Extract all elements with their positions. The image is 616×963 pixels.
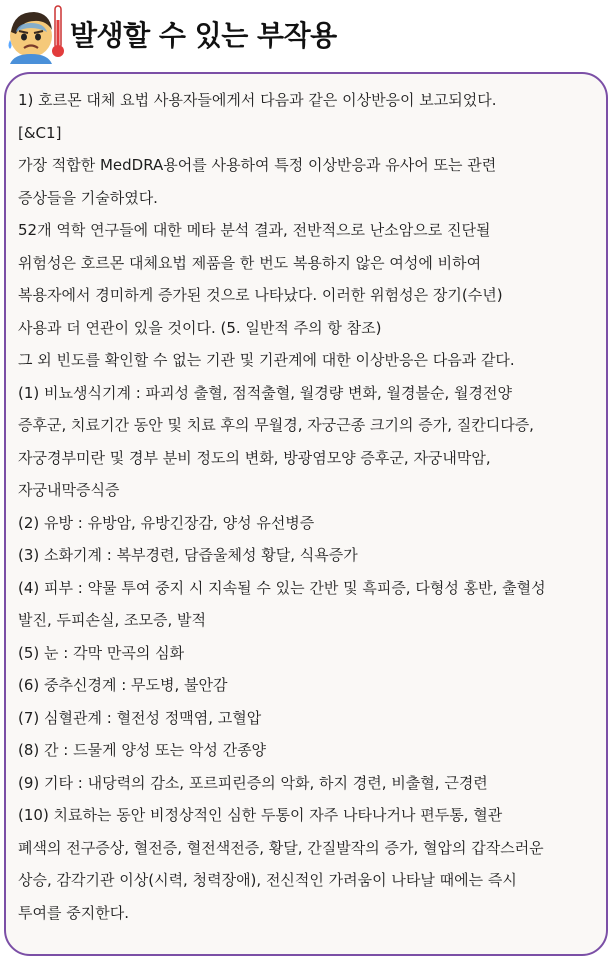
text-line: 복용자에서 경미하게 증가된 것으로 나타났다. 이러한 위험성은 장기(수년) [18,286,503,304]
page-title: 발생할 수 있는 부작용 [70,19,337,52]
header [0,0,616,66]
text-line: [&C1] [18,123,62,142]
text-line: 52개 역학 연구들에 대한 메타 분석 결과, 전반적으로 난소암으로 진단될 [18,221,491,239]
text-line: (5) 눈 : 각막 만곡의 심화 [18,643,185,662]
text-line: 가장 적합한 MedDRA용어를 사용하여 특정 이상반응과 유사어 또는 관련 [18,156,497,174]
text-line: (10) 치료하는 동안 비정상적인 심한 두통이 자주 나타나거나 편두통, 혈관 [18,806,503,824]
text-line: (9) 기타 : 내당력의 감소, 포르피린증의 악화, 하지 경련, 비출혈, 근경련 [18,773,488,792]
text-line: 폐색의 전구증상, 혈전증, 혈전색전증, 황달, 간질발작의 증가, 혈압의 갑작스러운 [18,838,544,857]
text-line: (2) 유방 : 유방암, 유방긴장감, 양성 유선병증 [18,513,315,532]
text-line: 발진, 두피손실, 조모증, 발적 [18,611,206,629]
text-line: 사용과 더 연관이 있을 것이다. (5. 일반적 주의 항 참조) [18,318,382,337]
sick-face-thermometer-icon [4,2,66,64]
text-line: (7) 심혈관계 : 혈전성 정맥염, 고혈압 [18,708,262,727]
text-line: 투여를 중지한다. [18,903,129,922]
text-line: 자궁경부미란 및 경부 분비 정도의 변화, 방광염모양 증후군, 자궁내막암, [18,448,491,467]
text-line: 자궁내막증식증 [18,481,120,499]
text-line: 그 외 빈도를 확인할 수 없는 기관 및 기관계에 대한 이상반응은 다음과 같다. [18,351,515,369]
text-line: 증후군, 치료기간 동안 및 치료 후의 무월경, 자궁근종 크기의 증가, 질칸디다증, [18,416,534,434]
text-line: 위험성은 호르몬 대체요법 제품을 한 번도 복용하지 않은 여성에 비하여 [18,253,482,272]
text-line: 증상들을 기술하였다. [18,188,158,207]
text-line: 상승, 감각기관 이상(시력, 청력장애), 전신적인 가려움이 나타날 때에는 즉시 [18,871,517,889]
text-line: (6) 중추신경계 : 무도병, 불안감 [18,676,228,694]
side-effects-text [18,84,602,929]
text-line: (3) 소화기계 : 복부경련, 담즙울체성 황달, 식욕증가 [18,546,358,564]
text-line: (4) 피부 : 약물 투여 중지 시 지속될 수 있는 간반 및 흑피증, 다형성 홍반, 출혈성 [18,578,546,597]
text-line: (8) 간 : 드물게 양성 또는 악성 간종양 [18,741,267,759]
text-line: (1) 비뇨생식기계 : 파괴성 출혈, 점적출혈, 월경량 변화, 월경불순, 월경전양 [18,383,513,402]
text-line: 1) 호르몬 대체 요법 사용자들에게서 다음과 같은 이상반응이 보고되었다. [18,91,497,109]
